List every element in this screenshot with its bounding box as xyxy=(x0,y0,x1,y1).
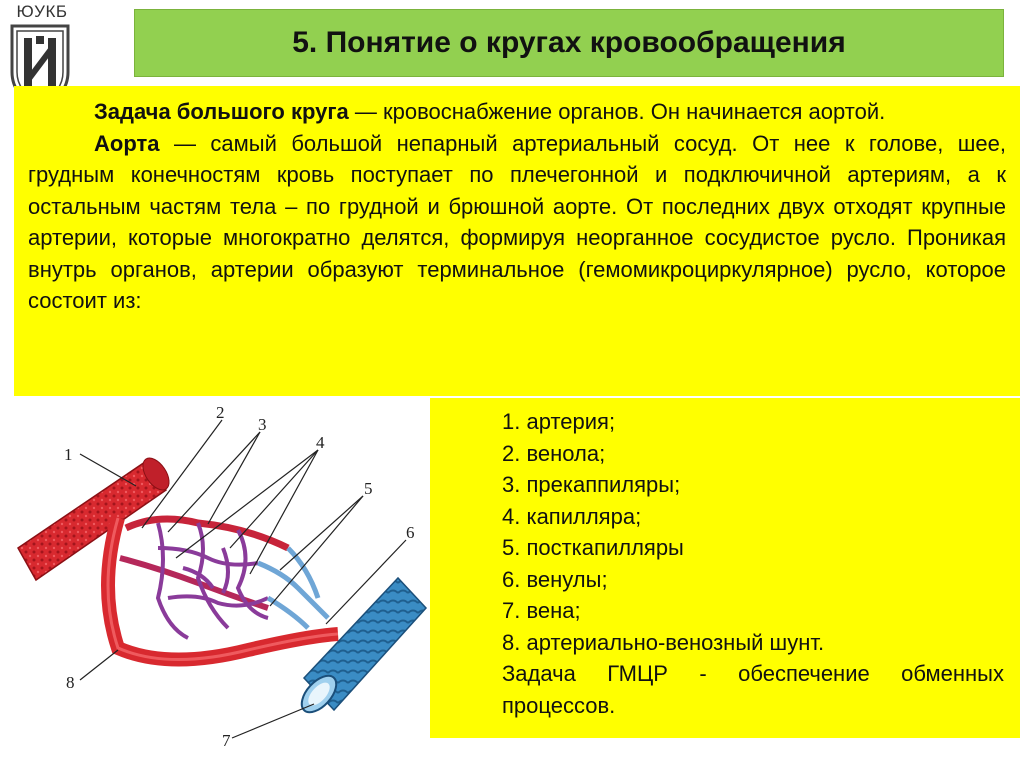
diagram-label-7: 7 xyxy=(222,731,231,750)
title-bar xyxy=(134,9,1004,77)
list-item: 6. венулы; xyxy=(502,566,608,592)
intro-p1-rest: — кровоснабжение органов. Он начинается аортой. xyxy=(348,99,886,124)
list-item: 3. прекаппиляры; xyxy=(502,472,681,497)
legend-box xyxy=(430,398,1020,738)
list-item: 7. вена; xyxy=(502,598,581,623)
microcirculation-diagram xyxy=(8,398,430,758)
intro-paragraph-2 xyxy=(28,128,1006,317)
diagram-label-6: 6 xyxy=(406,523,415,542)
intro-p1-bold: Задача большого круга xyxy=(94,99,349,124)
intro-paragraph-1 xyxy=(28,96,1006,128)
diagram-label-5: 5 xyxy=(364,479,373,498)
intro-p2-rest: — самый большой непарный артериальный сосуд. От нее к голове, шее, грудным конечностям кровь поступает по плечегонной и подключичной артериям, а к остальным частям тела – по грудной и брюшной аорте. От последних двух отходят крупные артерии, которые многократно делятся, формируя неорганное сосудистое русло. Проникая внутрь органов, артерии образуют терминальное (гемомикроциркулярное) русло, которое состоит из: xyxy=(28,130,1006,313)
list-item: 4. капилляра; xyxy=(502,503,642,529)
diagram-label-3: 3 xyxy=(258,415,267,434)
list-item: 5. посткапилляры xyxy=(502,535,684,560)
diagram-label-8: 8 xyxy=(66,673,75,692)
component-list xyxy=(502,406,1004,658)
intro-text-box xyxy=(14,86,1020,396)
diagram-label-4: 4 xyxy=(316,433,325,452)
list-item: 1. артерия; xyxy=(502,409,616,434)
list-item: 8. артериально-венозный шунт. xyxy=(502,629,825,655)
conclusion-text: Задача ГМЦР - обеспечение обменных процессов. xyxy=(502,661,1004,718)
intro-p2-bold: Аорта xyxy=(94,130,160,156)
diagram-label-2: 2 xyxy=(216,403,225,422)
diagram-label-1: 1 xyxy=(64,445,73,464)
list-item: 2. венола; xyxy=(502,440,606,466)
page-title: 5. Понятие о кругах кровообращения xyxy=(292,26,846,59)
logo-text: ЮУКБ xyxy=(16,2,68,21)
